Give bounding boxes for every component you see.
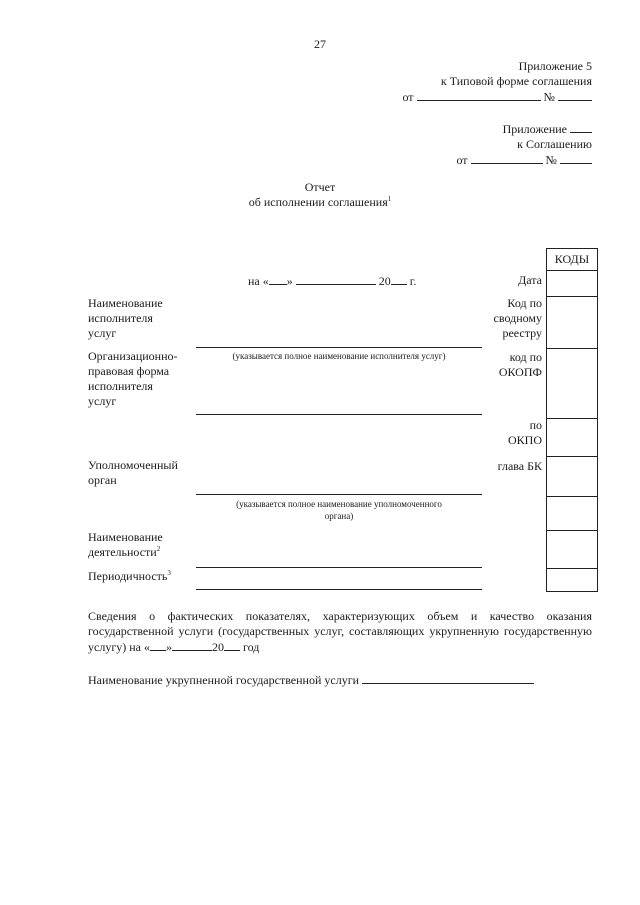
footnote-2: 2: [156, 545, 161, 553]
date-month-field[interactable]: [296, 273, 376, 285]
agreement-number-label: №: [545, 153, 557, 167]
label-periodicity: Периодичность$^3$: [88, 569, 171, 583]
code-cell-empty-3[interactable]: [547, 568, 597, 591]
periodicity-line[interactable]: [196, 589, 482, 590]
footnote-1: 1: [387, 195, 392, 203]
code-cell-okpo[interactable]: [547, 418, 597, 456]
consolidated-service-label: Наименование укрупненной государственной услуги: [88, 673, 360, 687]
agreement-appendix-number-field[interactable]: [570, 121, 592, 133]
appendix-from-label: от: [402, 90, 414, 104]
authorized-body-hint: (указывается полное наименование уполномоченного органа): [236, 499, 442, 521]
date-year-field[interactable]: [391, 273, 407, 285]
label-okpo: по ОКПО: [507, 418, 542, 447]
codes-column: [546, 248, 598, 592]
label-activity-name: Наименование деятельности$^2$: [88, 530, 163, 559]
consolidated-service-line: [88, 672, 534, 688]
info-day-field[interactable]: [150, 639, 166, 651]
report-title: [220, 180, 420, 210]
agreement-from-label: от: [456, 153, 468, 167]
consolidated-service-field[interactable]: [362, 672, 534, 684]
report-title-line1: Отчет: [304, 180, 336, 194]
code-cell-bk[interactable]: [547, 456, 597, 496]
authorized-body-line[interactable]: [196, 494, 482, 495]
appendix-title: Приложение 5: [518, 59, 592, 73]
appendix-date-field[interactable]: [417, 89, 541, 101]
code-cell-date[interactable]: [547, 270, 597, 296]
label-registry-code: Код по сводному реестру: [493, 296, 542, 340]
date-day-field[interactable]: [269, 273, 287, 285]
page-number: 27: [314, 37, 326, 51]
appendix-number-label: №: [543, 90, 555, 104]
label-date: Дата: [518, 273, 542, 287]
agreement-title: Приложение: [380, 121, 592, 137]
code-cell-okopf[interactable]: [547, 348, 597, 418]
agreement-subtitle: к Соглашению: [517, 137, 592, 151]
appendix-subtitle: к Типовой форме соглашения: [440, 74, 592, 88]
agreement-number-field[interactable]: [560, 152, 592, 164]
code-cell-empty-1[interactable]: [547, 496, 597, 530]
agreement-block: [380, 121, 592, 168]
report-title-line2: об исполнении соглашения$^1$: [248, 195, 392, 209]
org-form-line[interactable]: [196, 414, 482, 415]
executor-name-line[interactable]: [196, 347, 482, 348]
label-okopf: код по ОКОПФ: [498, 350, 542, 379]
code-cell-empty-2[interactable]: [547, 530, 597, 568]
code-cell-registry[interactable]: [547, 296, 597, 348]
agreement-date-field[interactable]: [471, 152, 543, 164]
executor-name-hint: (указывается полное наименование исполнителя услуг): [232, 351, 446, 361]
footnote-3: 3: [167, 569, 171, 577]
info-month-field[interactable]: [172, 639, 212, 651]
codes-header: КОДЫ: [554, 252, 590, 266]
info-paragraph: Сведения о фактических показателях, характеризующих объем и качество оказания государственной услуги (государственных услуг, составляющих укрупненную государственную услугу) на « » 20 год: [88, 609, 592, 654]
appendix-number-field[interactable]: [558, 89, 592, 101]
report-date-line: на « » 20 г.: [248, 274, 417, 288]
label-bk-chapter: глава БК: [497, 459, 542, 473]
activity-name-line[interactable]: [196, 567, 482, 568]
appendix-block: [380, 59, 592, 105]
label-org-form: Организационно- правовая форма исполнителя услуг: [88, 349, 178, 408]
info-year-field[interactable]: [224, 639, 240, 651]
label-authorized-body: Уполномоченный орган: [88, 458, 178, 487]
label-executor-name: Наименование исполнителя услуг: [88, 296, 163, 340]
appendix-from-line: [380, 89, 592, 105]
agreement-from-line: [380, 152, 592, 168]
